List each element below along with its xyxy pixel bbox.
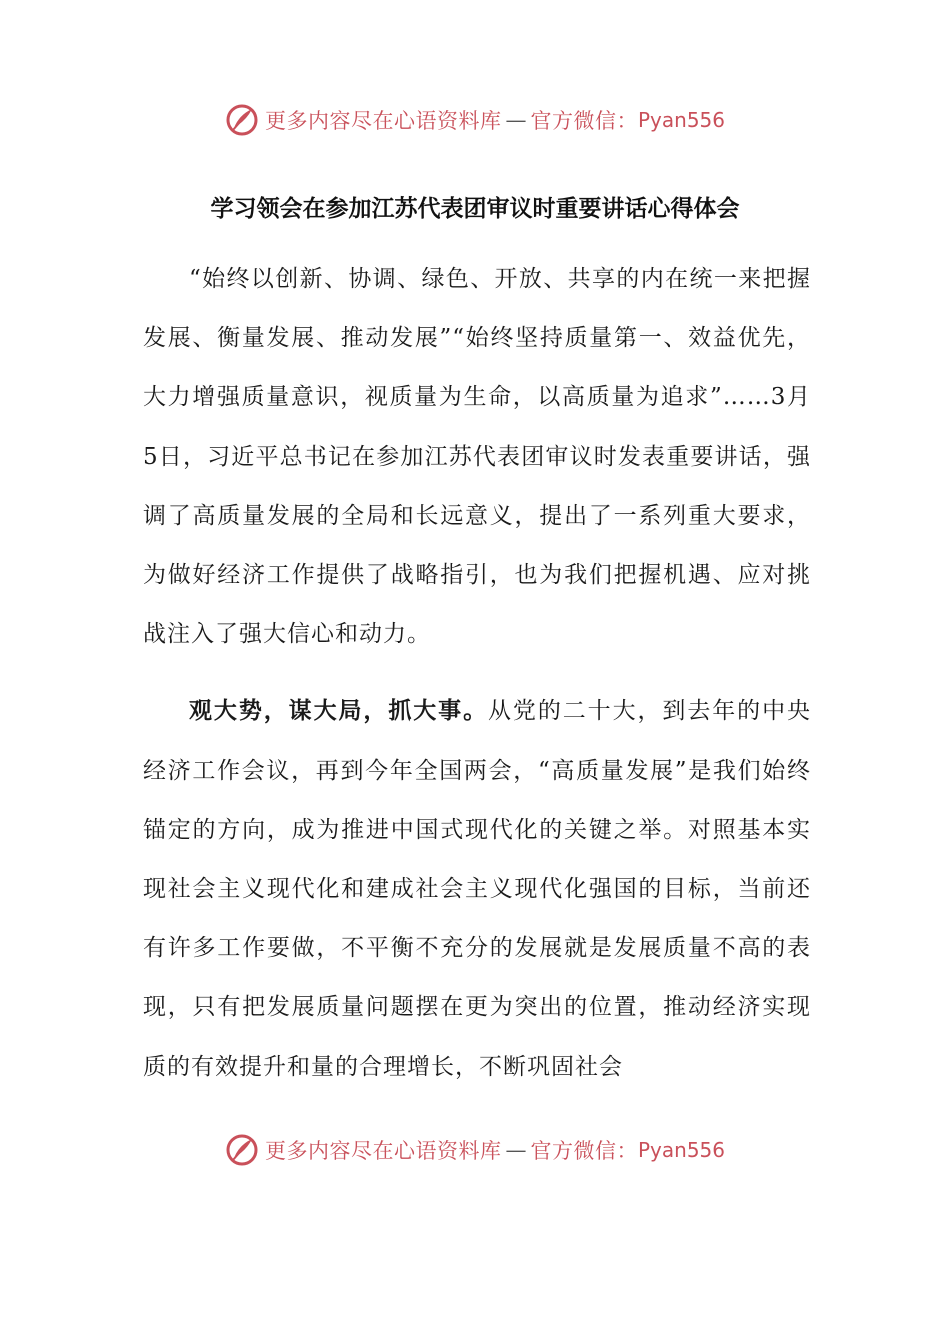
- footer-banner-separator: —: [505, 1138, 527, 1162]
- footer-banner-text: 更多内容尽在心语资料库: [264, 1139, 502, 1163]
- paragraph-1: [143, 250, 811, 664]
- header-banner: [0, 98, 950, 142]
- document-title: 学习领会在参加江苏代表团审议时重要讲话心得体会: [210, 196, 740, 222]
- banner-wechat-label: 官方微信：: [530, 109, 638, 133]
- quill-logo-icon: [225, 103, 259, 137]
- paragraph-2-text: 从党的二十大，到去年的中央经济工作会议，再到今年全国两会，“高质量发展”是我们始终锚定的方向，成为推进中国式现代化的关键之举。对照基本实现社会主义现代化和建成社会主义现代化强国的目标，当前还有许多工作要做，不平衡不充分的发展就是发展质量不高的表现，只有把发展质量问题摆在更为突出的位置，推动经济实现质的有效提升和量的合理增长，不断巩固社会: [143, 698, 812, 1080]
- footer-banner: [0, 1128, 950, 1172]
- banner-wechat-id: Pyan556: [637, 108, 725, 132]
- footer-banner-wechat-label: 官方微信：: [530, 1139, 638, 1163]
- document-body: [143, 250, 811, 1097]
- footer-banner-wechat-id: Pyan556: [637, 1138, 725, 1162]
- quill-logo-icon: [225, 1133, 259, 1167]
- paragraph-2: [143, 682, 811, 1096]
- banner-text: 更多内容尽在心语资料库: [264, 109, 502, 133]
- paragraph-2-lead: 观大势，谋大局，抓大事。: [189, 698, 488, 725]
- banner-separator: —: [505, 108, 527, 132]
- paragraph-1-text: “始终以创新、协调、绿色、开放、共享的内在统一来把握发展、衡量发展、推动发展”“始终坚持质量第一、效益优先，大力增强质量意识，视质量为生命，以高质量为追求”……3月5日，习近平总书记在参加江苏代表团审议时发表重要讲话，强调了高质量发展的全局和长远意义，提出了一系列重大要求，为做好经济工作提供了战略指引，也为我们把握机遇、应对挑战注入了强大信心和动力。: [143, 266, 811, 648]
